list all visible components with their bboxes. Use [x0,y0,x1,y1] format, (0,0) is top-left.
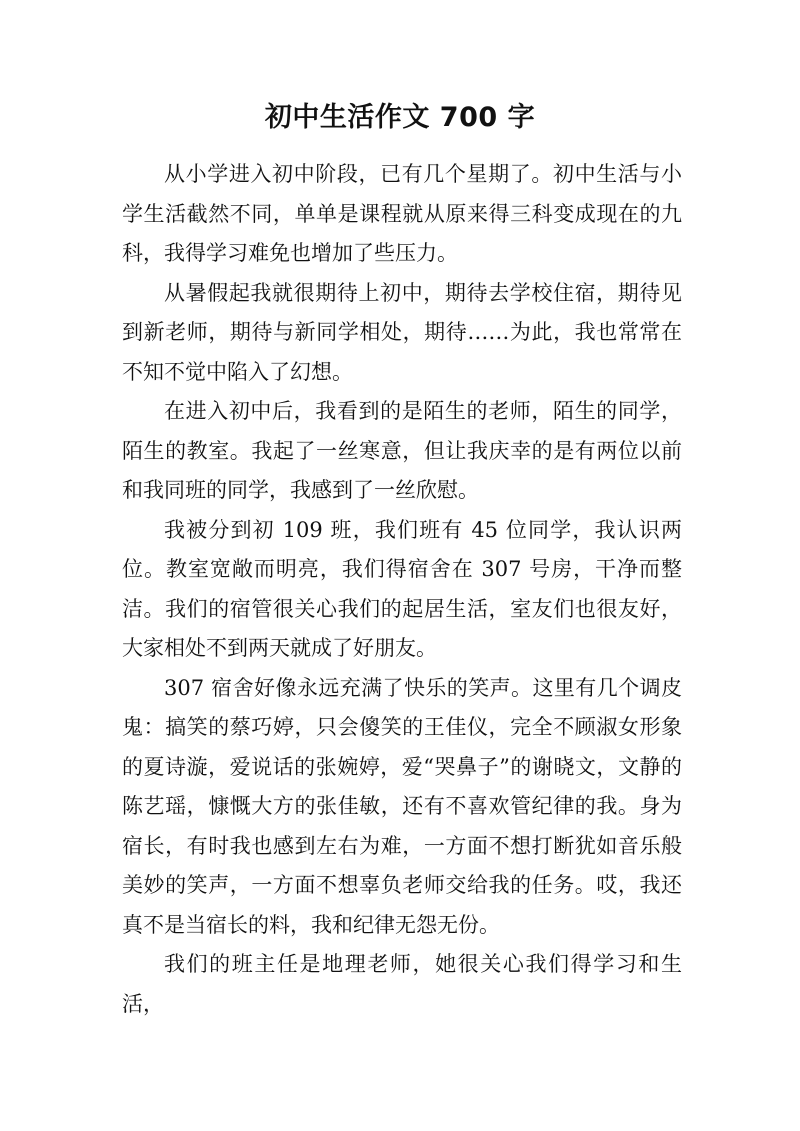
paragraph: 从暑假起我就很期待上初中，期待去学校住宿，期待见到新老师，期待与新同学相处，期待……为此，我也常常在不知不觉中陷入了幻想。 [122,280,682,384]
document-title: 初中生活作文 700 字 [264,102,536,133]
paragraph: 我们的班主任是地理老师，她很关心我们得学习和生活， [122,952,682,1016]
paragraph: 307 宿舍好像永远充满了快乐的笑声。这里有几个调皮鬼：搞笑的蔡巧婷，只会傻笑的王佳仪，完全不顾淑女形象的夏诗漩，爱说话的张婉婷，爱“哭鼻子”的谢晓文，文静的陈艺瑶，慷慨大方的张佳敏，还有不喜欢管纪律的我。身为宿长，有时我也感到左右为难，一方面不想打断犹如音乐般美妙的笑声，一方面不想辜负老师交给我的任务。哎，我还真不是当宿长的料，我和纪律无怨无份。 [122,675,682,937]
paragraph: 在进入初中后，我看到的是陌生的老师，陌生的同学，陌生的教室。我起了一丝寒意，但让我庆幸的是有两位以前和我同班的同学，我感到了一丝欣慰。 [122,399,682,502]
document-body [122,155,682,1024]
paragraph: 我被分到初 109 班，我们班有 45 位同学，我认识两位。教室宽敞而明亮，我们得宿舍在 307 号房，干净而整洁。我们的宿管很关心我们的起居生活，室友们也很友好，大家相处不到两天就成了好朋友。 [122,517,682,660]
paragraph: 从小学进入初中阶段，已有几个星期了。初中生活与小学生活截然不同，单单是课程就从原来得三科变成现在的九科，我得学习难免也增加了些压力。 [122,162,682,265]
